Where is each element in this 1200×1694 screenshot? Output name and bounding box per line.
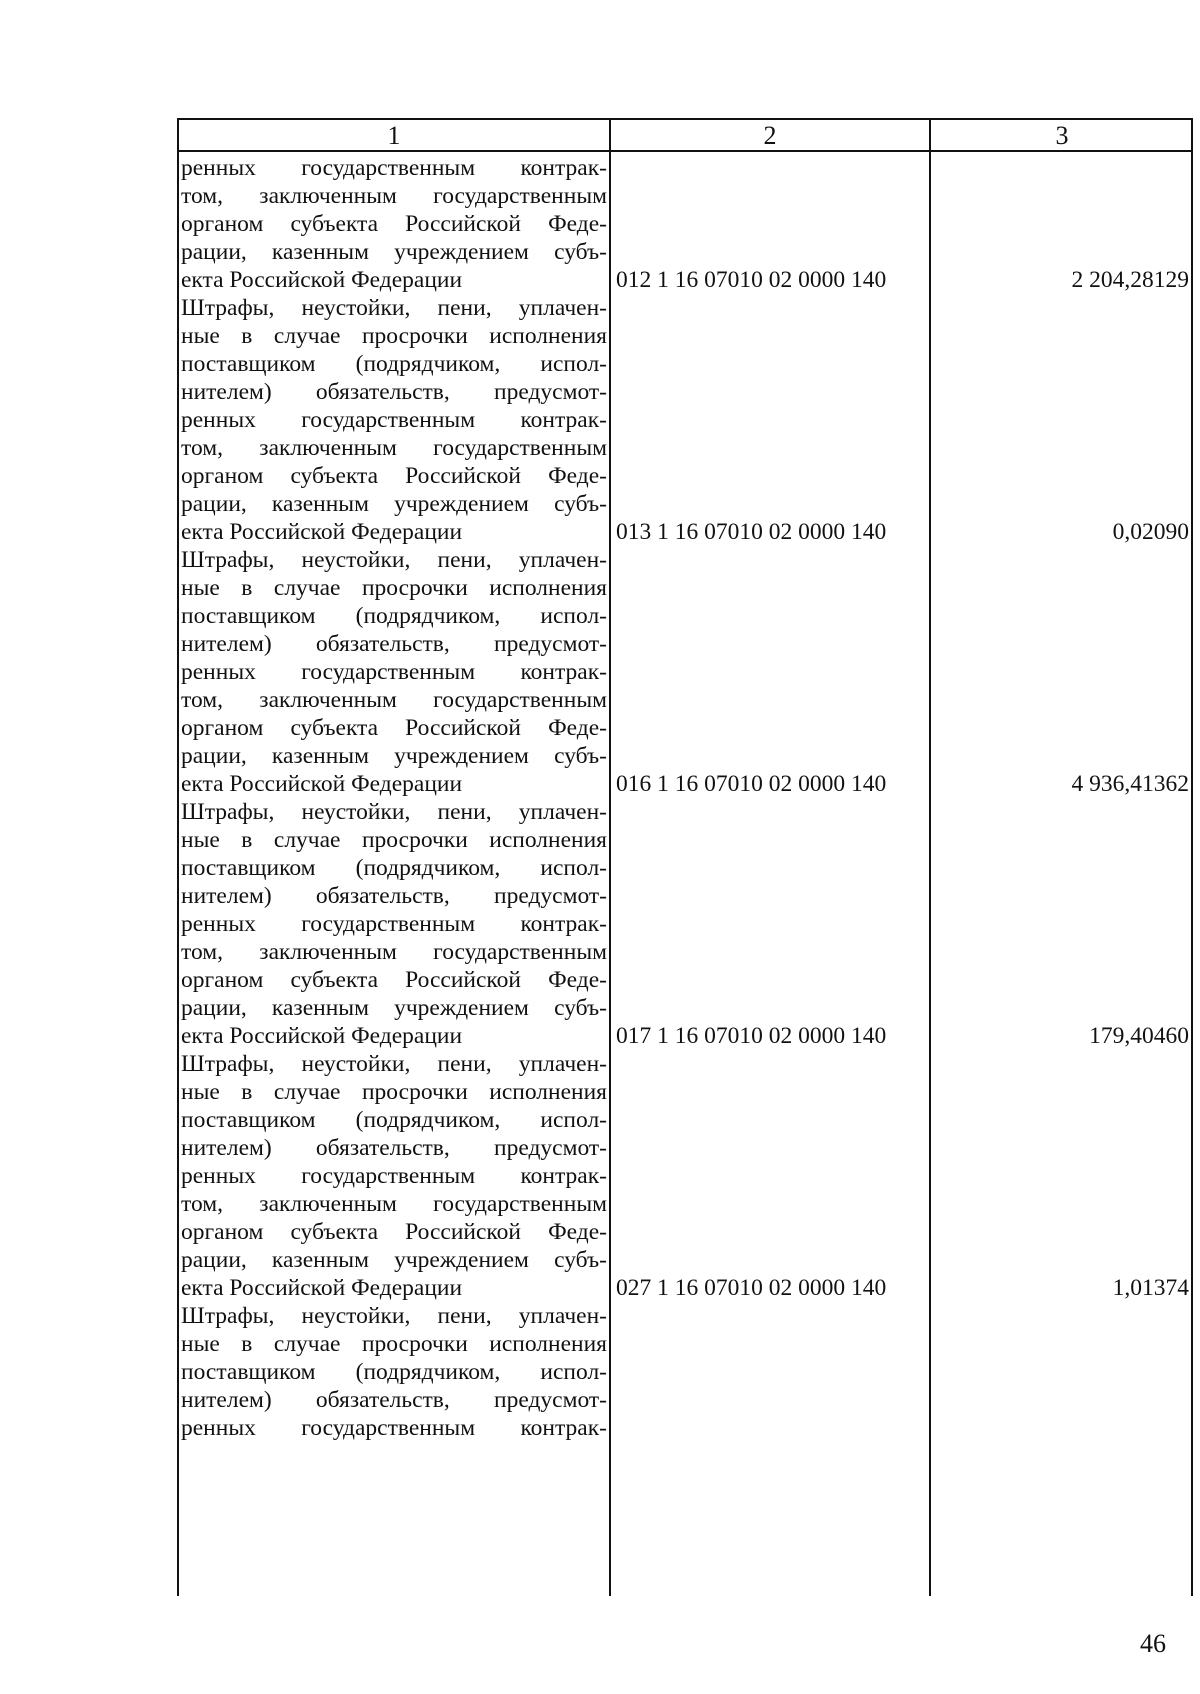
description-line: ренных государственным контрак- xyxy=(181,155,607,181)
amount-value: 2 204,28129 xyxy=(1071,267,1189,293)
description-line: екта Российской Федерации xyxy=(181,1275,463,1301)
description-line: рации, казенным учреждением субъ- xyxy=(181,1247,607,1273)
description-line: ные в случае просрочки исполнения xyxy=(181,1331,607,1357)
column-header-1: 1 xyxy=(387,121,401,150)
description-line: ренных государственным контрак- xyxy=(181,911,607,937)
amount-value: 179,40460 xyxy=(1089,1023,1189,1049)
description-line: екта Российской Федерации xyxy=(181,267,463,293)
description-line: Штрафы, неустойки, пени, уплачен- xyxy=(181,1303,607,1329)
budget-table xyxy=(177,118,1193,1596)
description-line: нителем) обязательств, предусмот- xyxy=(181,379,607,405)
budget-code: 027 1 16 07010 02 0000 140 xyxy=(616,1275,887,1301)
column-divider xyxy=(929,120,931,1596)
description-line: ные в случае просрочки исполнения xyxy=(181,323,607,349)
description-column xyxy=(181,154,607,1442)
description-line: екта Российской Федерации xyxy=(181,519,463,545)
amount-value: 1,01374 xyxy=(1112,1275,1189,1301)
description-line: том, заключенным государственным xyxy=(181,435,607,461)
page-number: 46 xyxy=(1140,1629,1166,1658)
description-line: Штрафы, неустойки, пени, уплачен- xyxy=(181,547,607,573)
column-header-3: 3 xyxy=(1055,121,1069,150)
description-line: поставщиком (подрядчиком, испол- xyxy=(181,351,607,377)
description-line: екта Российской Федерации xyxy=(181,771,463,797)
description-line: поставщиком (подрядчиком, испол- xyxy=(181,1107,607,1133)
description-line: том, заключенным государственным xyxy=(181,183,607,209)
description-line: рации, казенным учреждением субъ- xyxy=(181,491,607,517)
description-line: нителем) обязательств, предусмот- xyxy=(181,631,607,657)
description-line: органом субъекта Российской Феде- xyxy=(181,463,607,489)
column-header-2: 2 xyxy=(763,121,777,150)
column-divider xyxy=(609,120,611,1596)
header-divider xyxy=(179,150,1191,152)
description-line: ренных государственным контрак- xyxy=(181,1415,607,1441)
description-line: нителем) обязательств, предусмот- xyxy=(181,1387,607,1413)
description-line: ные в случае просрочки исполнения xyxy=(181,1079,607,1105)
description-line: том, заключенным государственным xyxy=(181,687,607,713)
amount-value: 0,02090 xyxy=(1112,519,1189,545)
description-line: Штрафы, неустойки, пени, уплачен- xyxy=(181,799,607,825)
description-line: нителем) обязательств, предусмот- xyxy=(181,1135,607,1161)
budget-code: 012 1 16 07010 02 0000 140 xyxy=(616,267,887,293)
description-line: том, заключенным государственным xyxy=(181,939,607,965)
description-line: рации, казенным учреждением субъ- xyxy=(181,743,607,769)
description-line: поставщиком (подрядчиком, испол- xyxy=(181,855,607,881)
budget-code: 017 1 16 07010 02 0000 140 xyxy=(616,1023,887,1049)
budget-code: 016 1 16 07010 02 0000 140 xyxy=(616,771,887,797)
description-line: поставщиком (подрядчиком, испол- xyxy=(181,603,607,629)
description-line: рации, казенным учреждением субъ- xyxy=(181,995,607,1021)
description-line: Штрафы, неустойки, пени, уплачен- xyxy=(181,295,607,321)
description-line: ные в случае просрочки исполнения xyxy=(181,575,607,601)
description-line: ренных государственным контрак- xyxy=(181,1163,607,1189)
description-line: ренных государственным контрак- xyxy=(181,407,607,433)
budget-code: 013 1 16 07010 02 0000 140 xyxy=(616,519,887,545)
description-line: том, заключенным государственным xyxy=(181,1191,607,1217)
description-line: ренных государственным контрак- xyxy=(181,659,607,685)
description-line: поставщиком (подрядчиком, испол- xyxy=(181,1359,607,1385)
amount-value: 4 936,41362 xyxy=(1071,771,1189,797)
description-line: Штрафы, неустойки, пени, уплачен- xyxy=(181,1051,607,1077)
description-line: нителем) обязательств, предусмот- xyxy=(181,883,607,909)
description-line: органом субъекта Российской Феде- xyxy=(181,715,607,741)
description-line: екта Российской Федерации xyxy=(181,1023,463,1049)
description-line: рации, казенным учреждением субъ- xyxy=(181,239,607,265)
description-line: органом субъекта Российской Феде- xyxy=(181,1219,607,1245)
description-line: органом субъекта Российской Феде- xyxy=(181,967,607,993)
description-line: органом субъекта Российской Феде- xyxy=(181,211,607,237)
description-line: ные в случае просрочки исполнения xyxy=(181,827,607,853)
